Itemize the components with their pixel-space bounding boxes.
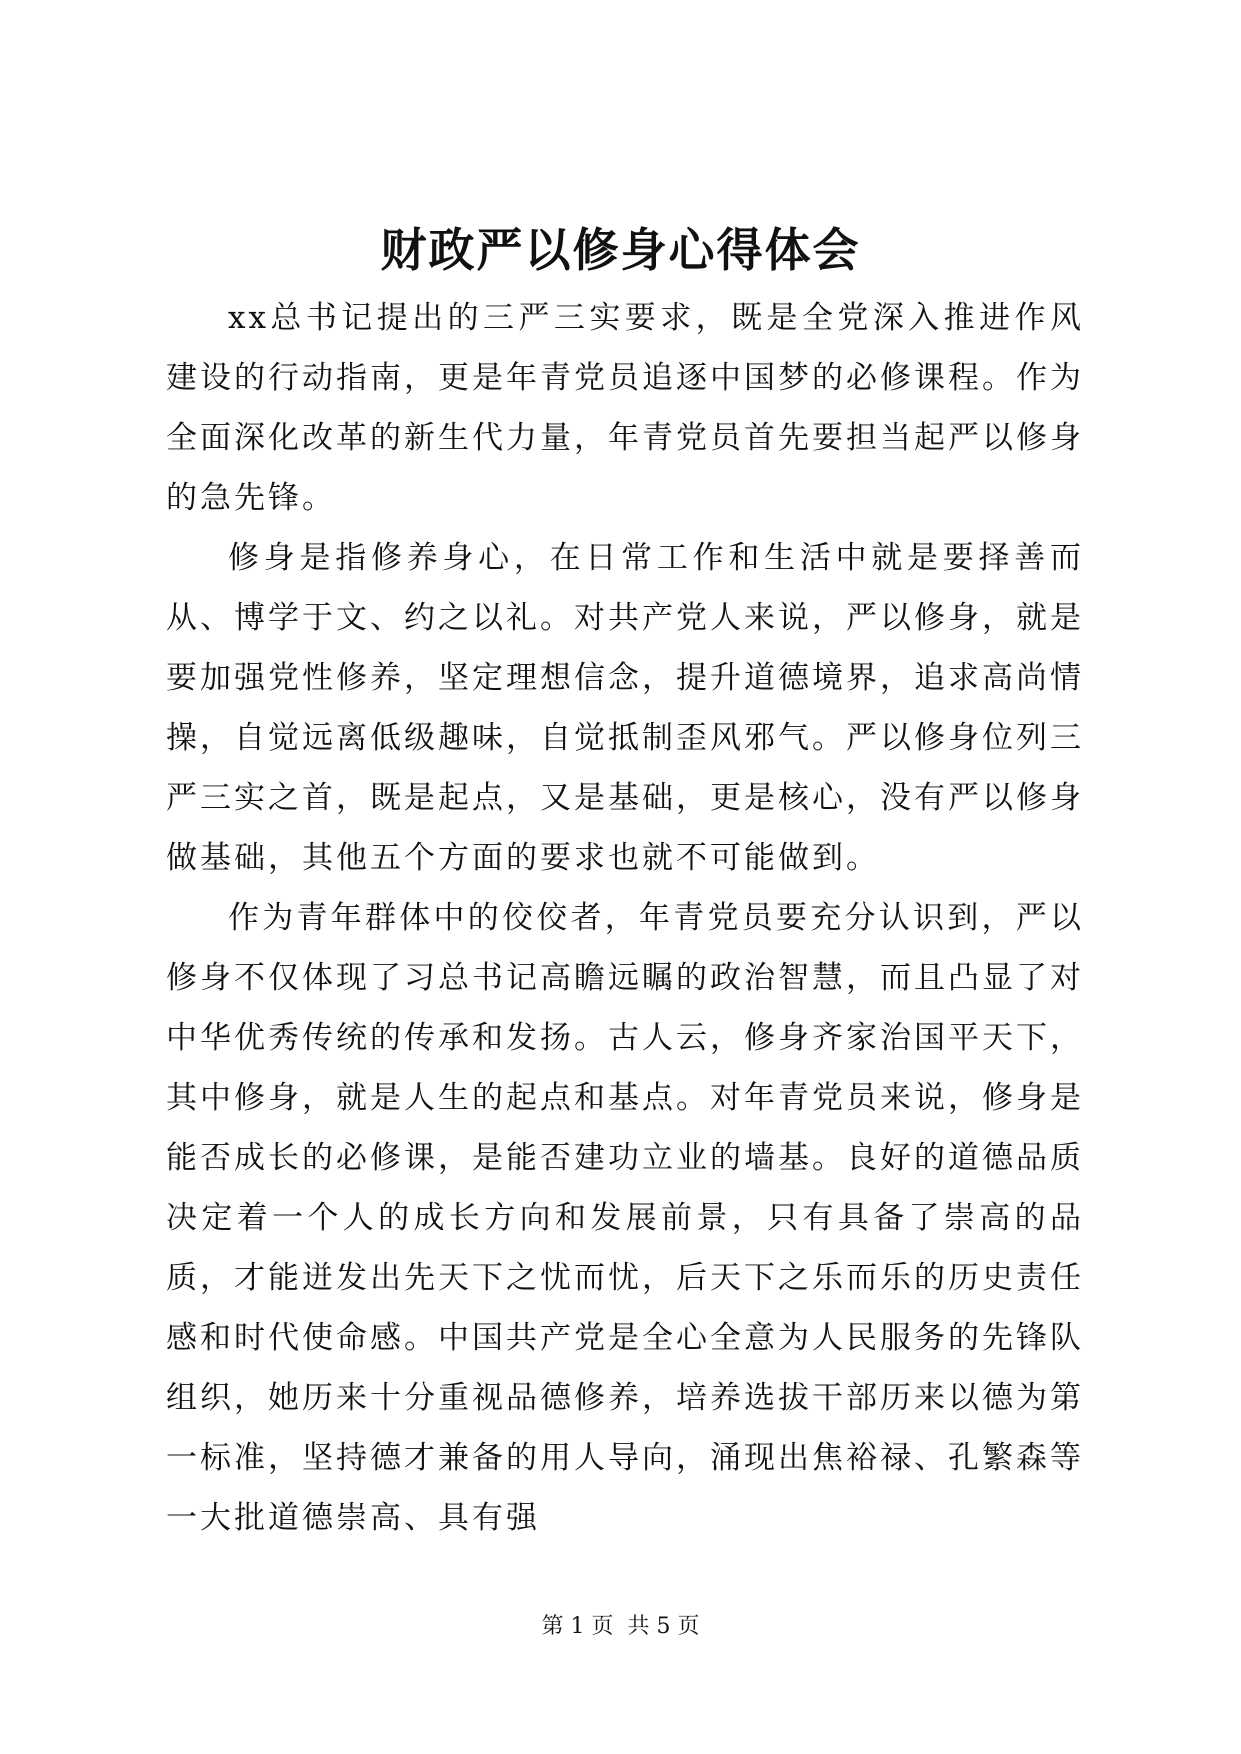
paragraph-2: 修身是指修养身心，在日常工作和生活中就是要择善而从、博学于文、约之以礼。对共产党人来说，严以修身，就是要加强党性修养，坚定理想信念，提升道德境界，追求高尚情操，自觉远离低级趣味，自觉抵制歪风邪气。严以修身位列三严三实之首，既是起点，又是基础，更是核心，没有严以修身做基础，其他五个方面的要求也就不可能做到。 [166,540,1084,876]
document-title: 财政严以修身心得体会 [380,223,861,277]
page-number: 第 1 页 共 5 页 [541,1614,700,1639]
paragraph-3: 作为青年群体中的佼佼者，年青党员要充分认识到，严以修身不仅体现了习总书记高瞻远瞩的政治智慧，而且凸显了对中华优秀传统的传承和发扬。古人云，修身齐家治国平天下，其中修身，就是人生的起点和基点。对年青党员来说，修身是能否成长的必修课，是能否建功立业的墙基。良好的道德品质决定着一个人的成长方向和发展前景，只有具备了崇高的品质，才能迸发出先天下之忧而忧，后天下之乐而乐的历史责任感和时代使命感。中国共产党是全心全意为人民服务的先锋队组织，她历来十分重视品德修养，培养选拔干部历来以德为第一标准，坚持德才兼备的用人导向，涌现出焦裕禄、孔繁森等一大批道德崇高、具有强 [166,900,1084,1536]
paragraph-1: xx总书记提出的三严三实要求，既是全党深入推进作风建设的行动指南，更是年青党员追逐中国梦的必修课程。作为全面深化改革的新生代力量，年青党员首先要担当起严以修身的急先锋。 [166,300,1084,516]
page-footer [0,1612,1241,1642]
document-body [166,288,1084,1548]
